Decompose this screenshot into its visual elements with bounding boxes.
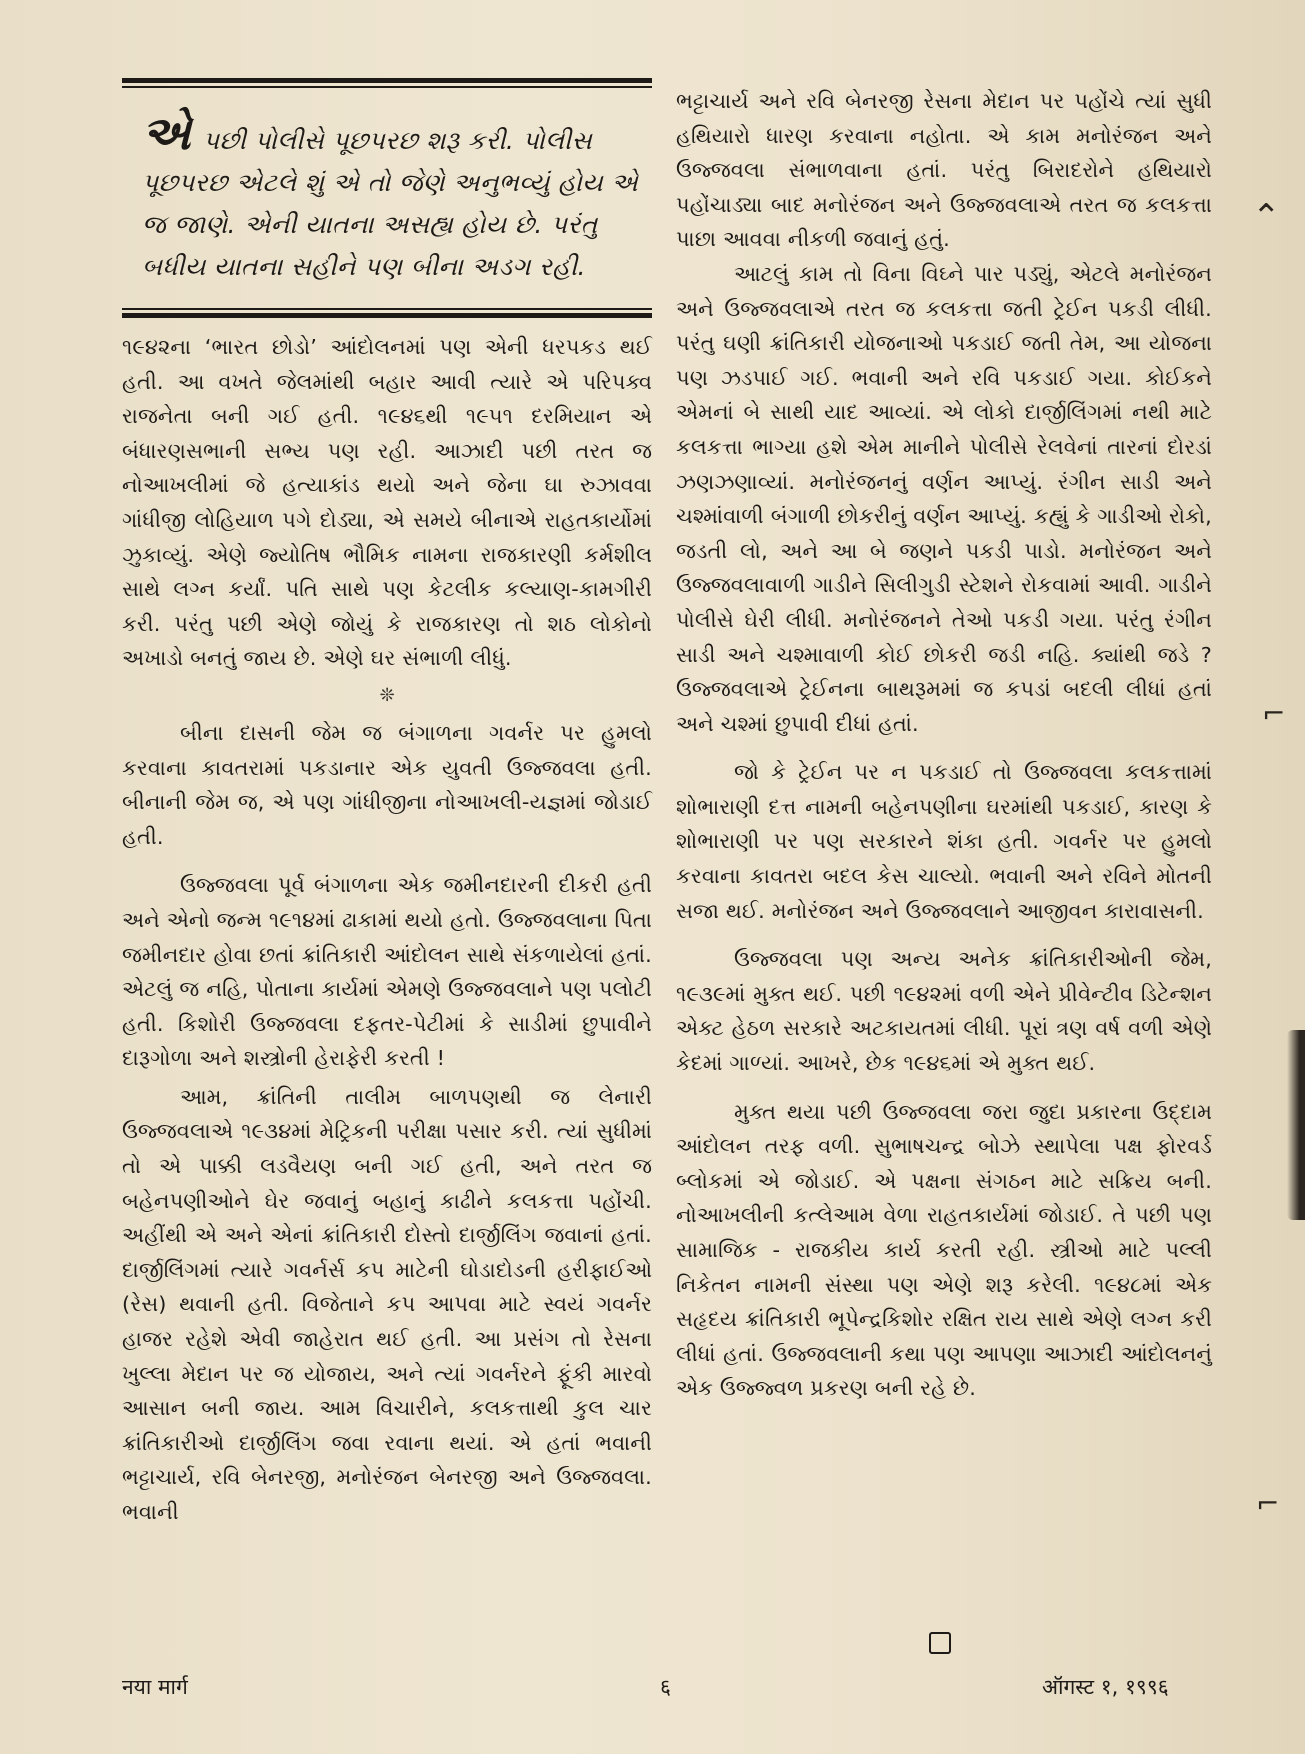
footer-issue-date: ऑगस्ट १, १९९६ <box>1042 1675 1169 1699</box>
paragraph: બીના દાસની જેમ જ બંગાળના ગવર્નર પર હુમલો કરવાના કાવતરામાં પકડાનાર એક યુવતી ઉજ્જવલા હતી. બીનાની જેમ જ, એ પણ ગાંધીજીના નોઆખલી-યજ્ઞમાં જોડાઈ હતી. <box>122 720 652 849</box>
footer-publication-name: नया मार्ग <box>122 1675 188 1699</box>
pull-quote-text: પછી પોલીસે પૂછપરછ શરૂ કરી. પોલીસ પૂછપરછ એટલે શું એ તો જેણે અનુભવ્યું હોય એ જ જાણે. એની યાતના અસહ્ય હોય છે. પરંતુ બધીય યાતના સહીને પણ બીના અડગ રહી. <box>142 126 639 281</box>
paragraph: ઉજ્જવલા પણ અન્ય અનેક ક્રાંતિકારીઓની જેમ, ૧૯૩૯માં મુક્ત થઈ. પછી ૧૯૪૨માં વળી એને પ્રીવેન્ટીવ ડિટેન્શન એક્ટ હેઠળ સરકારે અટકાયતમાં લીધી. પૂરાં ત્રણ વર્ષ વળી એણે કેદમાં ગાળ્યાં. આખરે, છેક ૧૯૪૬માં એ મુક્ત થઈ. <box>676 947 1212 1076</box>
margin-mark: ⌐ <box>1262 697 1286 730</box>
paragraph: મુક્ત થયા પછી ઉજ્જવલા જરા જુદા પ્રકારના ઉદ્દામ આંદોલન તરફ વળી. સુભાષચન્દ્ર બોઝે સ્થાપેલા પક્ષ ફોરવર્ડ બ્લોકમાં એ જોડાઈ. એ પક્ષના સંગઠન માટે સક્રિય બની. નોઆખલીની કત્લેઆમ વેળા રાહતકાર્યમાં જોડાઈ. તે પછી પણ સામાજિક - રાજકીય કાર્ય કરતી રહી. સ્ત્રીઓ માટે પલ્લી નિકેતન નામની સંસ્થા પણ એણે શરૂ કરેલી. ૧૯૪૮માં એક સહૃદય ક્રાંતિકારી ભૂપેન્દ્રકિશોર રક્ષિત રાય સાથે એણે લગ્ન કરી લીધાં હતાં. ઉજ્જવલાની કથા પણ આપણા આઝાદી આંદોલનનું એક ઉજ્જ્વળ પ્રકરણ બની રહે છે. <box>676 1099 1213 1401</box>
margin-mark: ⌃ <box>1252 197 1281 237</box>
bottom-rule <box>122 313 652 318</box>
pull-quote-initial: એ <box>142 106 191 160</box>
paragraph: આમ, ક્રાંતિની તાલીમ બાળપણથી જ લેનારી ઉજ્જવલાએ ૧૯૩૪માં મેટ્રિકની પરીક્ષા પસાર કરી. ત્યાં સુધીમાં તો એ પાક્કી લડવૈયણ બની ગઈ હતી, અને તરત જ બહેનપણીઓને ઘેર જવાનું બહાનું કાઢીને કલકત્તા પહોંચી. અહીંથી એ અને એનાં ક્રાંતિકારી દોસ્તો દાર્જીલિંગ જવાનાં હતાં. દાર્જીલિંગમાં ત્યારે ગવર્નર્સ કપ માટેની ઘોડાદોડની હરીફાઈઓ (રેસ) થવાની હતી. વિજેતાને કપ આપવા માટે સ્વયં ગવર્નર હાજર રહેશે એવી જાહેરાત થઈ હતી. આ પ્રસંગ તો રેસના ખુલ્લા મેદાન પર જ યોજાય, અને ત્યાં ગવર્નરને ફૂંકી મારવો આસાન બની જાય. આમ વિચારીને, કલકત્તાથી કુલ ચાર ક્રાંતિકારીઓ દાર્જીલિંગ જવા રવાના થયાં. એ હતાં ભવાની ભટ્ટાચાર્ય, રવિ બેનરજી, મનોરંજન બેનરજી અને ઉજ્જવલા. ભવાની <box>122 1084 652 1524</box>
footer-page-number: ६ <box>660 1675 671 1699</box>
right-column <box>676 84 1212 1406</box>
page-edge-stain <box>1287 1030 1305 1220</box>
left-column <box>122 78 652 1530</box>
paragraph: ઉજ્જવલા પૂર્વ બંગાળના એક જમીનદારની દીકરી હતી અને એનો જન્મ ૧૯૧૪માં ઢાકામાં થયો હતો. ઉજ્જવલાના પિતા જમીનદાર હોવા છતાં ક્રાંતિકારી આંદોલન સાથે સંકળાયેલાં હતાં. એટલું જ નહિ, પોતાના કાર્યમાં એમણે ઉજ્જવલાને પણ પલોટી હતી. કિશોરી ઉજ્જવલા દફતર-પેટીમાં કે સાડીમાં છુપાવીને દારૂગોળા અને શસ્ત્રોની હેરાફેરી કરતી ! <box>122 873 652 1071</box>
paragraph: આટલું કામ તો વિના વિઘ્ને પાર પડ્યું, એટલે મનોરંજન અને ઉજ્જવલાએ તરત જ કલકત્તા જતી ટ્રેઈન પકડી લીધી. પરંતુ ઘણી ક્રાંતિકારી યોજનાઓ પકડાઈ જતી તેમ, આ યોજના પણ ઝડપાઈ ગઈ. ભવાની અને રવિ પકડાઈ ગયા. કોઈકને એમનાં બે સાથી યાદ આવ્યાં. એ લોકો દાર્જીલિંગમાં નથી માટે કલકત્તા ભાગ્યા હશે એમ માનીને પોલીસે રેલવેનાં તારનાં દોરડાં ઝણઝણાવ્યાં. મનોરંજનનું વર્ણન આપ્યું. રંગીન સાડી અને ચશ્માંવાળી બંગાળી છોકરીનું વર્ણન આપ્યું. કહ્યું કે ગાડીઓ રોકો, જડતી લો, અને આ બે જણને પકડી પાડો. મનોરંજન અને ઉજ્જવલાવાળી ગાડીને સિલીગુડી સ્ટેશને રોકવામાં આવી. ગાડીને પોલીસે ઘેરી લીધી. મનોરંજનને તેઓ પકડી ગયા. પરંતુ રંગીન સાડી અને ચશ્માવાળી કોઈ છોકરી જડી નહિ. ક્યાંથી જડે ? ઉજ્જવલાએ ટ્રેઈનના બાથરૂમમાં જ કપડાં બદલી લીધાં હતાં અને ચશ્માં છુપાવી દીધાં હતાં. <box>676 261 1212 736</box>
paragraph: ભટ્ટાચાર્ય અને રવિ બેનરજી રેસના મેદાન પર પહોંચે ત્યાં સુધી હથિયારો ધારણ કરવાના નહોતા. એ કામ મનોરંજન અને ઉજ્જવલા સંભાળવાના હતાં. પરંતુ બિરાદરોને હથિયારો પહોંચાડ્યા બાદ મનોરંજન અને ઉજ્જવલાએ તરત જ કલકત્તા પાછા આવવા નીકળી જવાનું હતું. <box>676 89 1212 252</box>
bottom-rule-thin <box>122 308 652 310</box>
paragraph: જો કે ટ્રેઈન પર ન પકડાઈ તો ઉજ્જવલા કલકત્તામાં શોભારાણી દત્ત નામની બહેનપણીના ઘરમાંથી પકડાઈ, કારણ કે શોભારાણી પર પણ સરકારને શંકા હતી. ગવર્નર પર હુમલો કરવાના કાવતરા બદલ કેસ ચાલ્યો. ભવાની અને રવિને મોતની સજા થઈ. મનોરંજન અને ઉજ્જવલાને આજીવન કારાવાસની. <box>676 760 1212 923</box>
end-of-article-mark <box>929 1632 951 1654</box>
section-separator: ❊ <box>379 684 395 706</box>
margin-mark: ⌐ <box>1256 1487 1280 1520</box>
top-rule <box>122 78 652 83</box>
paragraph: ૧૯૪૨ના ‘ભારત છોડો’ આંદોલનમાં પણ એની ધરપકડ થઈ હતી. આ વખતે જેલમાંથી બહાર આવી ત્યારે એ પરિપક્વ રાજનેતા બની ગઈ હતી. ૧૯૪૬થી ૧૯૫૧ દરમિયાન એ બંધારણસભાની સભ્ય પણ રહી. આઝાદી પછી તરત જ નોઆખલીમાં જે હત્યાકાંડ થયો અને જેના ઘા રુઝાવવા ગાંધીજી લોહિયાળ પગે દોડ્યા, એ સમયે બીનાએ રાહતકાર્યોમાં ઝુકાવ્યું. એણે જ્યોતિષ ભૌમિક નામના રાજકારણી કર્મશીલ સાથે લગ્ન કર્યાં. પતિ સાથે પણ કેટલીક કલ્યાણ-કામગીરી કરી. પરંતુ પછી એણે જોયું કે રાજકારણ તો શઠ લોકોનો અખાડો બનતું જાય છે. એણે ઘર સંભાળી લીધું. <box>122 335 652 671</box>
pull-quote <box>122 88 652 308</box>
